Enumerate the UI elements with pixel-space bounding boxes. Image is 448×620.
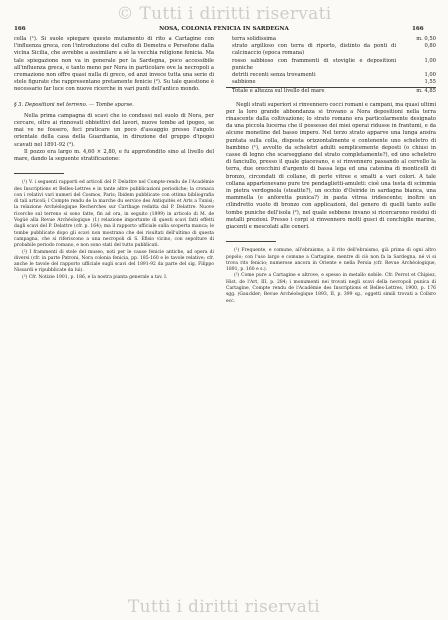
table-row	[226, 43, 436, 57]
stratigraphy-table	[226, 36, 436, 96]
table-cell-label: rosso sabbioso con frammenti di stoviglie e depositioni puniche	[232, 57, 396, 71]
left-paragraph-2: Nella prima campagna di scavi che io condussi nel suolo di Nora, per cercare, oltre ai rinnovati obbiettivi del lavori, nuove tombe ad ipogeo, se mai ve ne fossero, feci praticare un poco d'assaggio presso l'angolo orientale della casa della Guardiania, in direzione del gruppo d'ipogei scavati nel 1891-92 (³).	[14, 112, 214, 148]
left-paragraph-1: cella (¹). Si suole spiegare questo mutamento di rito a Cartagine con l'influenza greca, con l'introduzione del culto di Demetra e Persefone dalla vicina Sicilia, che avrebbe a assimilare a sè la vecchia religione fenicia. Ma tale spiegazione non va in generale per la Sardegna, poco accessibile all'influenza greca, e tanto meno per Nora in particolare ove la necropoli a cremazione non offre quasi nulla di greco, ed anzi invece tutta una serie di stele figurate che rappresentano pretamente fenicie (²). Su tale questione è necessario far luce con nuove ricerche in vari punti dell'antico mondo.	[14, 36, 214, 93]
table-total-row	[226, 87, 436, 95]
left-footnotes	[14, 180, 214, 281]
watermark-top: © Tutti i diritti riservati	[116, 4, 332, 24]
table-cell-value: 1,00	[424, 57, 436, 64]
right-paragraph-1: Negli strati superiori si rinvennero cocci romani e campani, ma quasi ultimi per la loro grande abbondanza si trovano a Nora depositioni nella terra rinascente dalla coltivazione; lo strato romano era particolarmente designato da una piccola lucerna che il possesso dei miei operai ridusse in frantumi, e da alcune monetine del basso impero. Nel terzo strato apparve una lunga ansira puntata sulla colla, disposta orizzontalmente e contenente uno scheletro di bambino (¹), avvolto da scheletri adulti semplicemente deposti (o chiusi in casse di legno che scarseggiano del strato completamente?), ed uno scheletro di fanciullo, presso il quale giacevano, e si rinvennero passando al cervello la terra, due orecchini d'argento di bassa lega ed una catenina di monticelli di bronzo, circondati di collane, di perle vitree e smalti a vari colori. A tale collana appartenevano pure tre pendaglietti-amuleti: cioè una testa di scimmia in pietra verdognola (steatite?), un occhio d'Osiride in sardagna bianca, una mammella (e anforetta punica?) in pasta vitrea iridescente; inoltre un cilindretto vuoto di bronzo con applicazioni, del genere di quelli tanto sulle tombe puniche dell'isola (²), nel quale sebbene invano si ricercarono residui di metalli preziosi. Presso i corpi si rinvennero molti gusci di conchiglie marine, giacenti e mescolati alle ceneri.	[226, 101, 436, 231]
table-cell-value: 1,00	[424, 72, 436, 79]
watermark-bottom: Tutti i diritti riservati	[127, 597, 320, 617]
footnote: (¹) V. i seguenti rapporti ed articoli del P. Delattre nel Compte-rendu de l'Académie des Inscriptions et Belles-Lettres e in tante altre pubblicazioni periodiche; la cronaca con i relativi vari numeri del Cosmos, Paris; Ibidem pubblicate con ottima bibliografia di tali articoli; l Compte rendu de la marche du service des Antiquités et Arts a Tunisi; la relazione Archéologique Recherches sur Carthage redatta dal P. Delattre. Nuove ricerche sul terreno si sono fatte, fin ad ora, in seguito (1899) in articolo di M. de Vogüé alla Revue Archéologique (1) relazione importante di questi scavi fatti effetti dagli scavi del P. Delattre (cfr. p. 164); ma il rapporto ufficiale sulla scoperta manca; le tombe pubblicate dopo gli scavi non mostrano che dei risultati dell'ultimo di questa campagna, che si riferiscono a una necropoli di S. Efisio vicino, con sepolture di probabile periodo romano, e non sono stati del tutto pubblicati.	[14, 180, 214, 249]
page-number-right: 166	[412, 26, 424, 32]
table-cell-label: Totale e altezza sul livello del mare	[232, 88, 325, 95]
right-column	[226, 36, 436, 305]
table-cell-label: terra solidissima	[232, 36, 276, 42]
left-column	[14, 36, 214, 281]
table-cell-value: m. 4,85	[416, 88, 436, 95]
table-row	[226, 58, 436, 72]
table-cell-label: detriti recenti senza trovamenti	[232, 72, 316, 79]
table-row	[226, 72, 436, 79]
table-cell-label: strato argilloso con terra di riporto, distinto da ponti di calcinaccio (epoca romana)	[232, 43, 396, 57]
footnote: (²) I frammenti di stele del museo, noti per le cause fenicie antiche, ad opera di diversi (cfr. in parte Patroni, Nora colonia fenicia, pp. 185-160 e le tavole relative; cfr. anche le tavole del rapporto ufficiale sugli scavi del 1891-92 da parte del sig. Filippo Nissardi e ripubblicate da lui).	[14, 249, 214, 274]
section-title: § 3. Depositioni nel terreno. — Tombe sparse.	[14, 101, 134, 108]
running-header: NOSA, COLONIA FENICIA IN SARDEGNA	[159, 26, 289, 32]
table-cell-value: 1,55	[424, 79, 436, 86]
footnote-divider	[14, 173, 64, 174]
page-number-left: 166	[14, 26, 26, 32]
table-cell-label: sabbione	[232, 79, 256, 86]
footnote: (³) Cfr. Notizie 1901, p. 186, e la nostra pianta generale a tav. I.	[22, 274, 168, 280]
table-row	[226, 36, 436, 43]
left-paragraph-3: Il pozzo era largo m. 4,60 × 2,80, e fu approfondito sino al livello del mare, dando la seguente stratificazione:	[14, 148, 214, 163]
footnote: (¹) Frequente, e comune, all'ebraismo, a il rito dell'ebraismo, già prima di ogni altro popolo; con l'uso largo e comune a Cartagine, mentre di ciò non fa la Sardegna, né vi si trova rito fenicio; numerose ancora in Oriente e nella Persia (cfr. Revue Archéologique, 1891, p. 160 e s.).	[226, 248, 436, 273]
table-cell-value: 0,80	[424, 43, 436, 50]
footnote: (²) Come pure a Cartagine e altrove, e spesso in metallo nobile. Cfr. Perrot et Chipiez, Hist. de l'Art, III, p. 284; i monumenti nei trovati negli scavi della necropoli punica di Cartagine, Compte rendu de l'Académie des Inscriptions et Belles-Lettres, 1900, p. 176 sgg. (Gauckler; Revue Archéologique 1893, II, p. 399 sg., oggetti simili trovati a Collsro ecc.	[226, 273, 436, 304]
footnote-divider	[226, 241, 276, 242]
right-footnotes	[226, 248, 436, 305]
table-row	[226, 79, 436, 86]
table-cell-value: m. 0,50	[416, 36, 436, 42]
